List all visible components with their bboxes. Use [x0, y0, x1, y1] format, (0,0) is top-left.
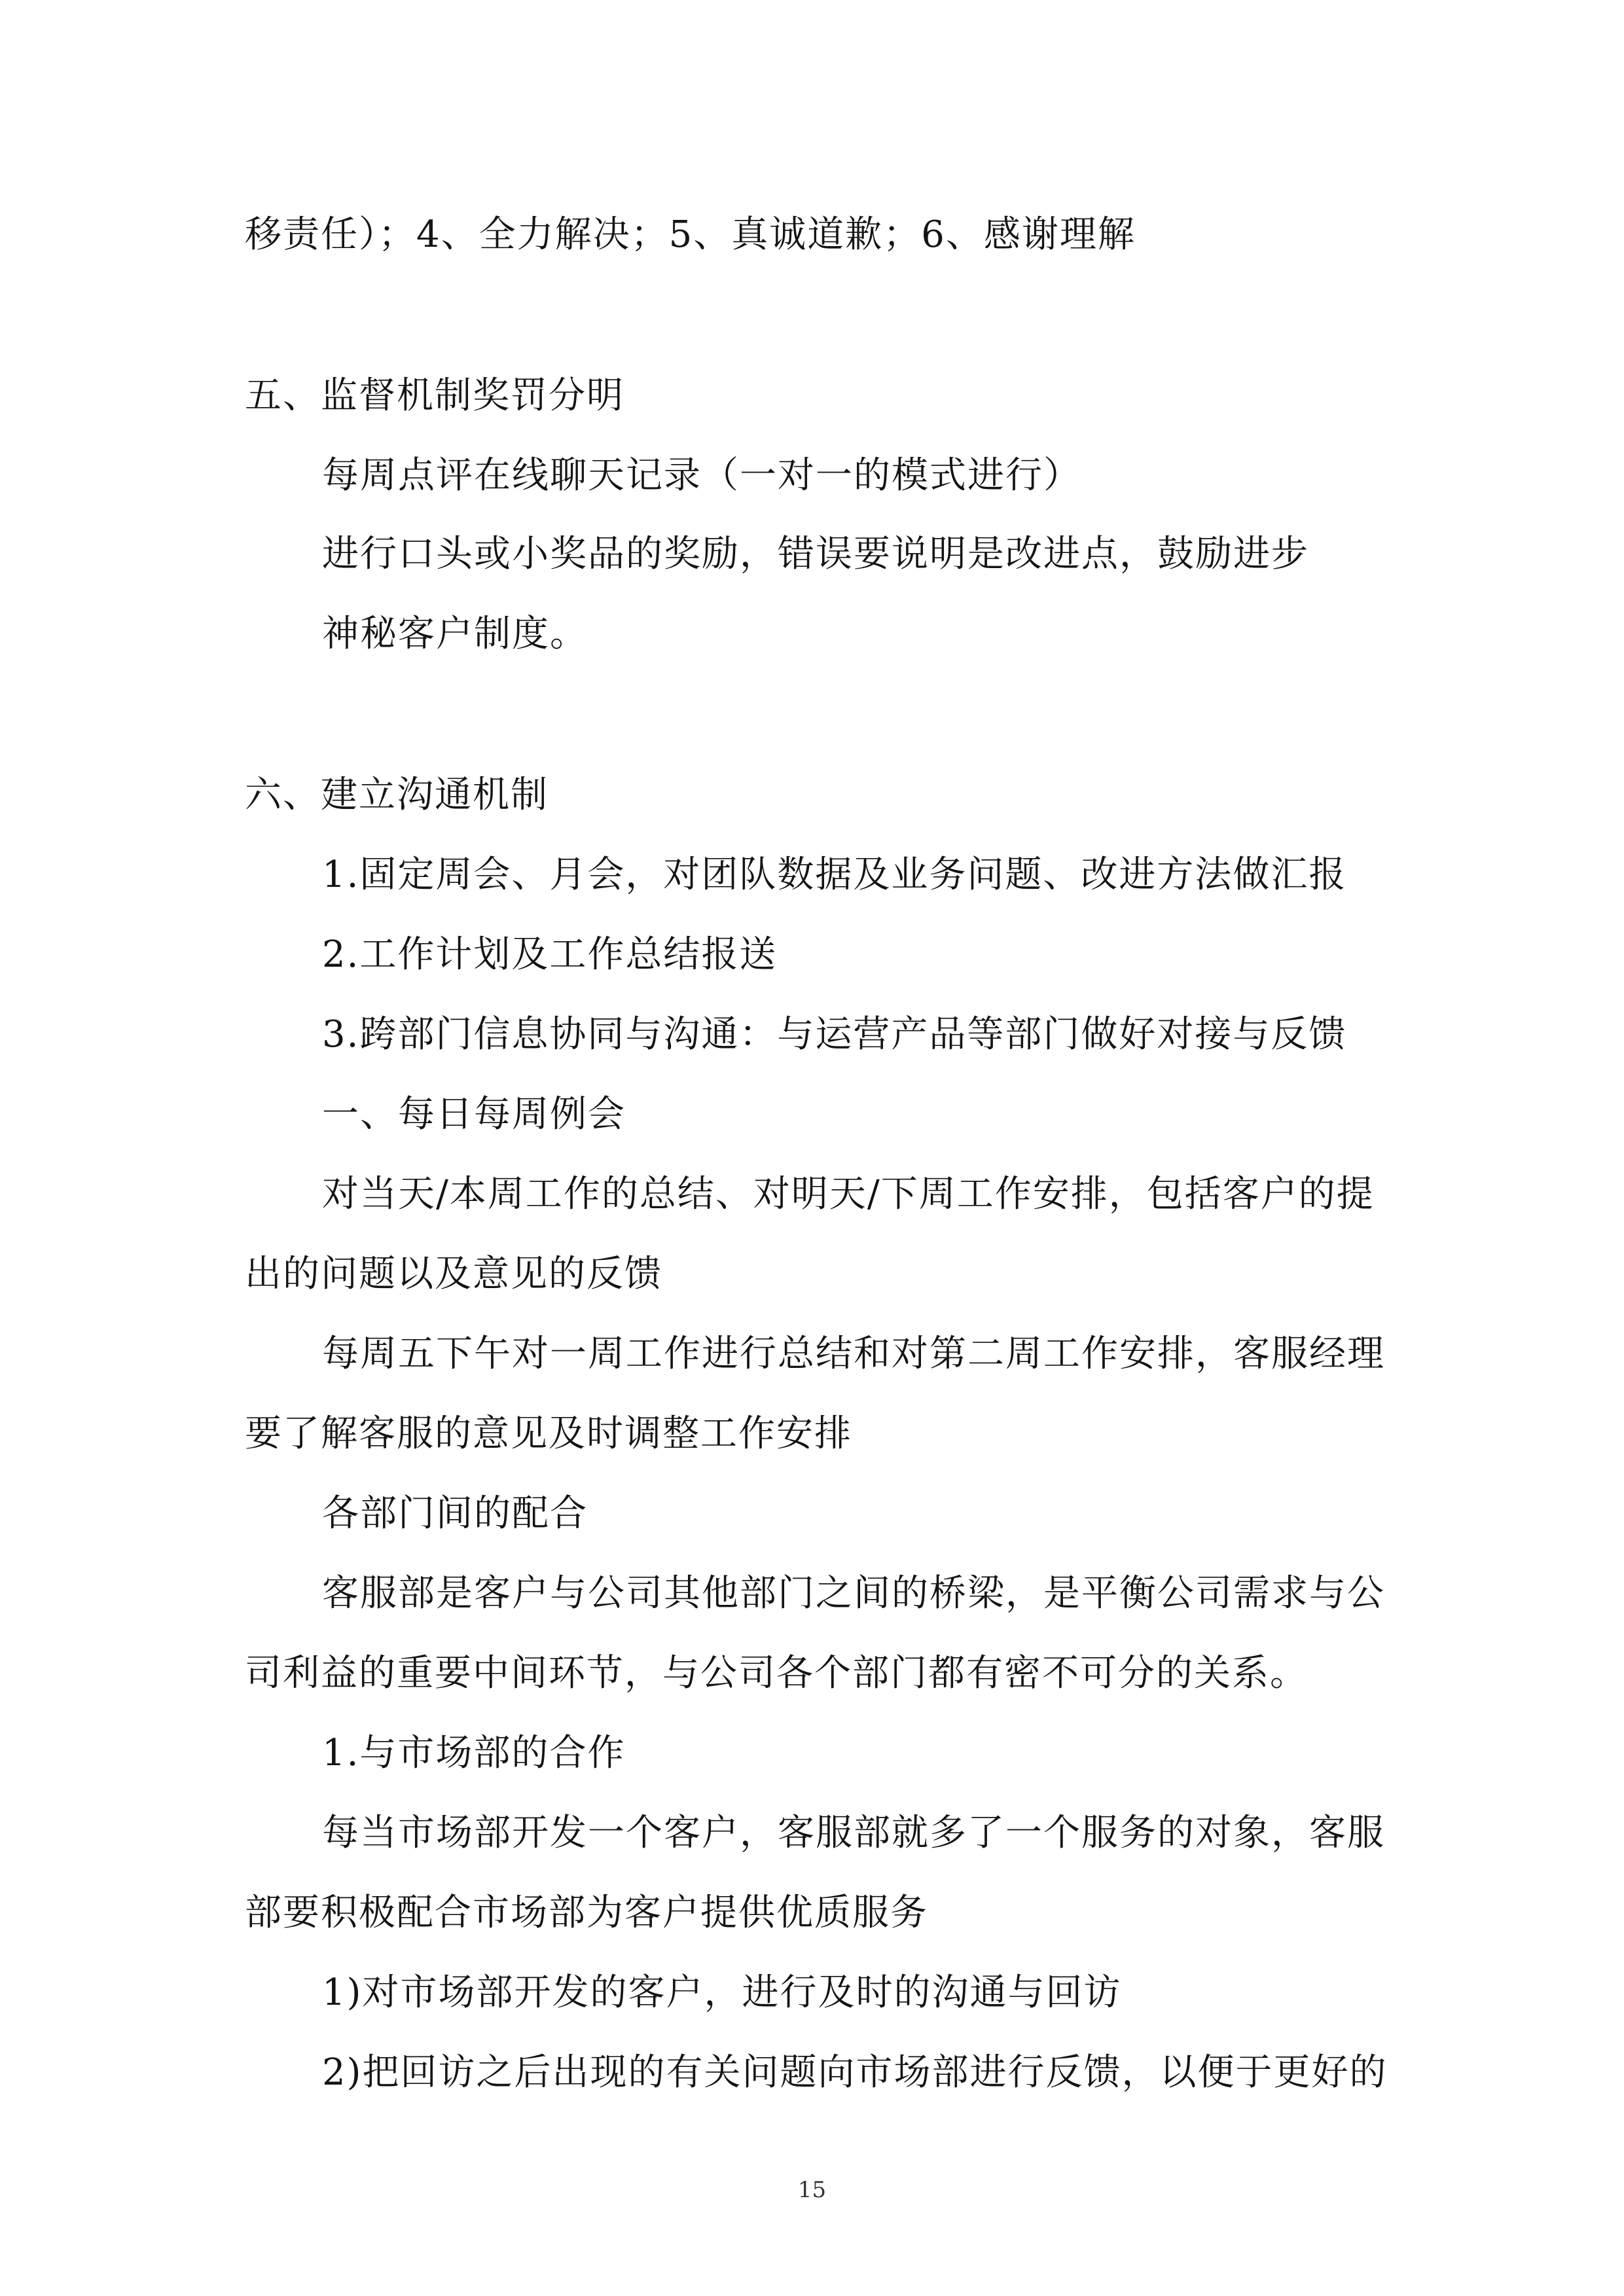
text-line: 出的问题以及意见的反馈	[245, 1253, 662, 1295]
text-line: 1.固定周会、月会，对团队数据及业务问题、改进方法做汇报	[322, 853, 1347, 896]
text-line: 移责任）；4、全力解决；5、真诚道歉；6、感谢理解	[245, 213, 1136, 256]
subsection-heading: 1.与市场部的合作	[322, 1732, 626, 1774]
text-line: 每周点评在线聊天记录（一对一的模式进行）	[322, 454, 1081, 497]
subsection-heading: 各部门间的配合	[322, 1492, 588, 1535]
text-line: 2)把回访之后出现的有关问题向市场部进行反馈，以便于更好的	[322, 2051, 1388, 2094]
text-line: 部要积极配合市场部为客户提供优质服务	[245, 1892, 928, 1934]
text-line: 要了解客服的意见及时调整工作安排	[245, 1412, 852, 1455]
text-line: 客服部是客户与公司其他部门之间的桥梁，是平衡公司需求与公	[322, 1572, 1385, 1615]
subsection-heading: 一、每日每周例会	[322, 1093, 626, 1136]
page-number: 15	[797, 2177, 827, 2203]
text-line: 1)对市场部开发的客户，进行及时的沟通与回访	[322, 1971, 1122, 2014]
text-line: 2.工作计划及工作总结报送	[322, 933, 778, 976]
text-line: 对当天/本周工作的总结、对明天/下周工作安排，包括客户的提	[322, 1173, 1375, 1215]
text-line: 每周五下午对一周工作进行总结和对第二周工作安排，客服经理	[322, 1333, 1385, 1375]
text-line: 神秘客户制度。	[322, 613, 588, 655]
text-line: 每当市场部开发一个客户，客服部就多了一个服务的对象，客服	[322, 1812, 1385, 1854]
text-line: 司利益的重要中间环节，与公司各个部门都有密不可分的关系。	[245, 1652, 1308, 1695]
section-heading: 五、监督机制奖罚分明	[245, 374, 624, 417]
text-line: 进行口头或小奖品的奖励，错误要说明是改进点，鼓励进步	[322, 533, 1309, 575]
section-heading: 六、建立沟通机制	[245, 774, 549, 816]
text-line: 3.跨部门信息协同与沟通：与运营产品等部门做好对接与反馈	[322, 1013, 1347, 1056]
